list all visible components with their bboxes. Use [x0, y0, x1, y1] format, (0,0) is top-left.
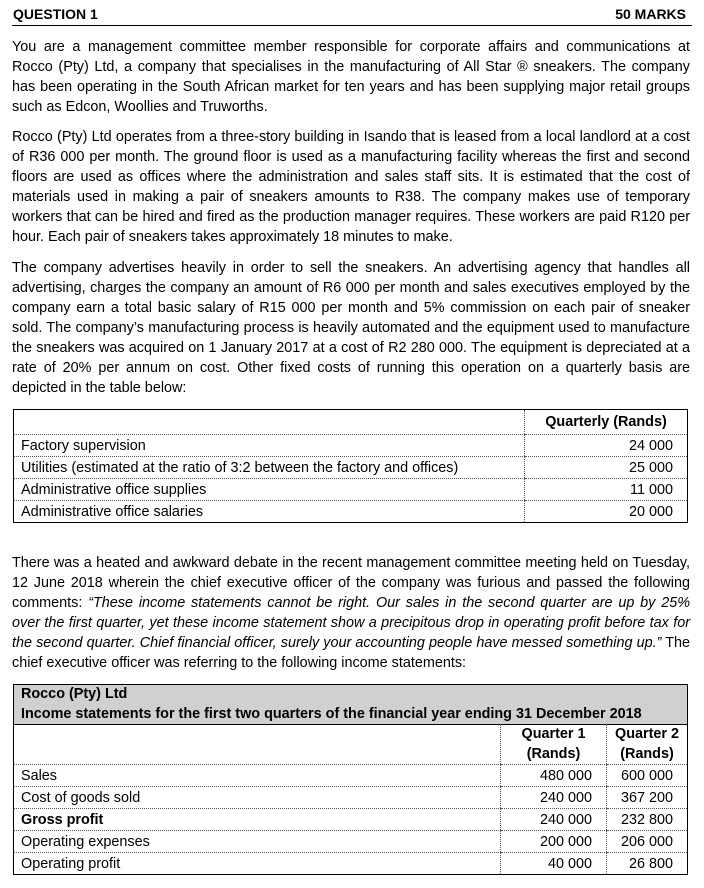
- row-label: Sales: [14, 765, 501, 787]
- question-title: QUESTION 1: [13, 6, 98, 22]
- row-label: Operating profit: [14, 853, 501, 875]
- debate-intro-text: There was a heated and awkward debate in the recent management committee meeting held on Tuesday, 12 June 2018 wherein the chief executive officer of the company was furious and passed the following comments:: [12, 555, 690, 611]
- row-value: 11 000: [525, 479, 688, 501]
- table-row: [14, 787, 688, 809]
- row-value: 24 000: [525, 435, 688, 457]
- table-row: [14, 501, 688, 523]
- column-header-quarterly: Quarterly (Rands): [525, 410, 688, 435]
- table-row: [14, 479, 688, 501]
- q2-value: 367 200: [607, 787, 688, 809]
- q1-value: 480 000: [501, 765, 607, 787]
- q2-value: 206 000: [607, 831, 688, 853]
- row-label: Cost of goods sold: [14, 787, 501, 809]
- paragraph-operations: Rocco (Pty) Ltd operates from a three-story building in Isando that is leased from a local landlord at a cost of R36 000 per month. The ground floor is used as a manufacturing facility whereas the first and second floors are used as offices where the administration and sales staff sits. It is estimated that the cost of materials used in making a pair of sneakers amounts to R38. The company makes use of temporary workers that can be hired and fired as the production manager requires. These workers are paid R120 per hour. Each pair of sneakers takes approximately 18 minutes to make.: [12, 129, 690, 245]
- table-row: [14, 435, 688, 457]
- table-row: [14, 831, 688, 853]
- statement-title: Income statements for the first two quarters of the financial year ending 31 December 2018: [21, 706, 642, 722]
- paragraph-intro: You are a management committee member responsible for corporate affairs and communications at Rocco (Pty) Ltd, a company that specialises in the manufacturing of All Star ® sneakers. The company has been operating in the South African market for ten years and has been supplying major retail groups such as Edcon, Woollies and Truworths.: [12, 39, 690, 115]
- column-header-q1: Quarter 1 (Rands): [501, 724, 607, 765]
- q2-value: 600 000: [607, 765, 688, 787]
- q1-value: 240 000: [501, 809, 607, 831]
- ceo-quote: “These income statements cannot be right. Our sales in the second quarter are up by 25% over the first quarter, yet these income statement show a precipitous drop in operating profit before tax for the second quarter. Chief financial officer, surely your accounting people have messed something up.”: [12, 595, 690, 651]
- row-label: Gross profit: [14, 809, 501, 831]
- table-header-row: [14, 724, 688, 765]
- debate-closing-text: The chief executive officer was referring to the following income statements:: [12, 635, 690, 671]
- q2-value: 26 800: [607, 853, 688, 875]
- row-label: Administrative office salaries: [14, 501, 525, 523]
- row-label: Factory supervision: [14, 435, 525, 457]
- company-name: Rocco (Pty) Ltd: [21, 686, 128, 702]
- table-row: [14, 809, 688, 831]
- column-header-q2: Quarter 2 (Rands): [607, 724, 688, 765]
- fixed-costs-table: [13, 409, 688, 523]
- q1-value: 240 000: [501, 787, 607, 809]
- table-header-row: [14, 410, 688, 435]
- row-label: Administrative office supplies: [14, 479, 525, 501]
- q1-value: 40 000: [501, 853, 607, 875]
- row-label: Utilities (estimated at the ratio of 3:2 between the factory and offices): [14, 457, 525, 479]
- marks-label: 50 MARKS: [615, 6, 686, 22]
- paragraph-advertising: The company advertises heavily in order to sell the sneakers. An advertising agency that handles all advertising, charges the company an amount of R6 000 per month and sales executives employed by the company earn a total basic salary of R15 000 per month and 5% commission on each pair of sneaker sold. The company’s manufacturing process is heavily automated and the equipment used to manufacture the sneakers was acquired on 1 January 2017 at a cost of R2 280 000. The equipment is depreciated at a rate of 20% per annum on cost. Other fixed costs of running this operation on a quarterly basis are depicted in the table below:: [12, 260, 690, 396]
- q1-value: 200 000: [501, 831, 607, 853]
- table-row: [14, 765, 688, 787]
- paragraph-debate: [12, 553, 690, 673]
- row-label: Operating expenses: [14, 831, 501, 853]
- table-row: [14, 457, 688, 479]
- income-statement-table: [13, 724, 688, 875]
- q2-value: 232 800: [607, 809, 688, 831]
- header-divider: [12, 25, 692, 26]
- table-row: [14, 853, 688, 875]
- row-value: 25 000: [525, 457, 688, 479]
- income-statement-title-block: [13, 684, 688, 725]
- row-value: 20 000: [525, 501, 688, 523]
